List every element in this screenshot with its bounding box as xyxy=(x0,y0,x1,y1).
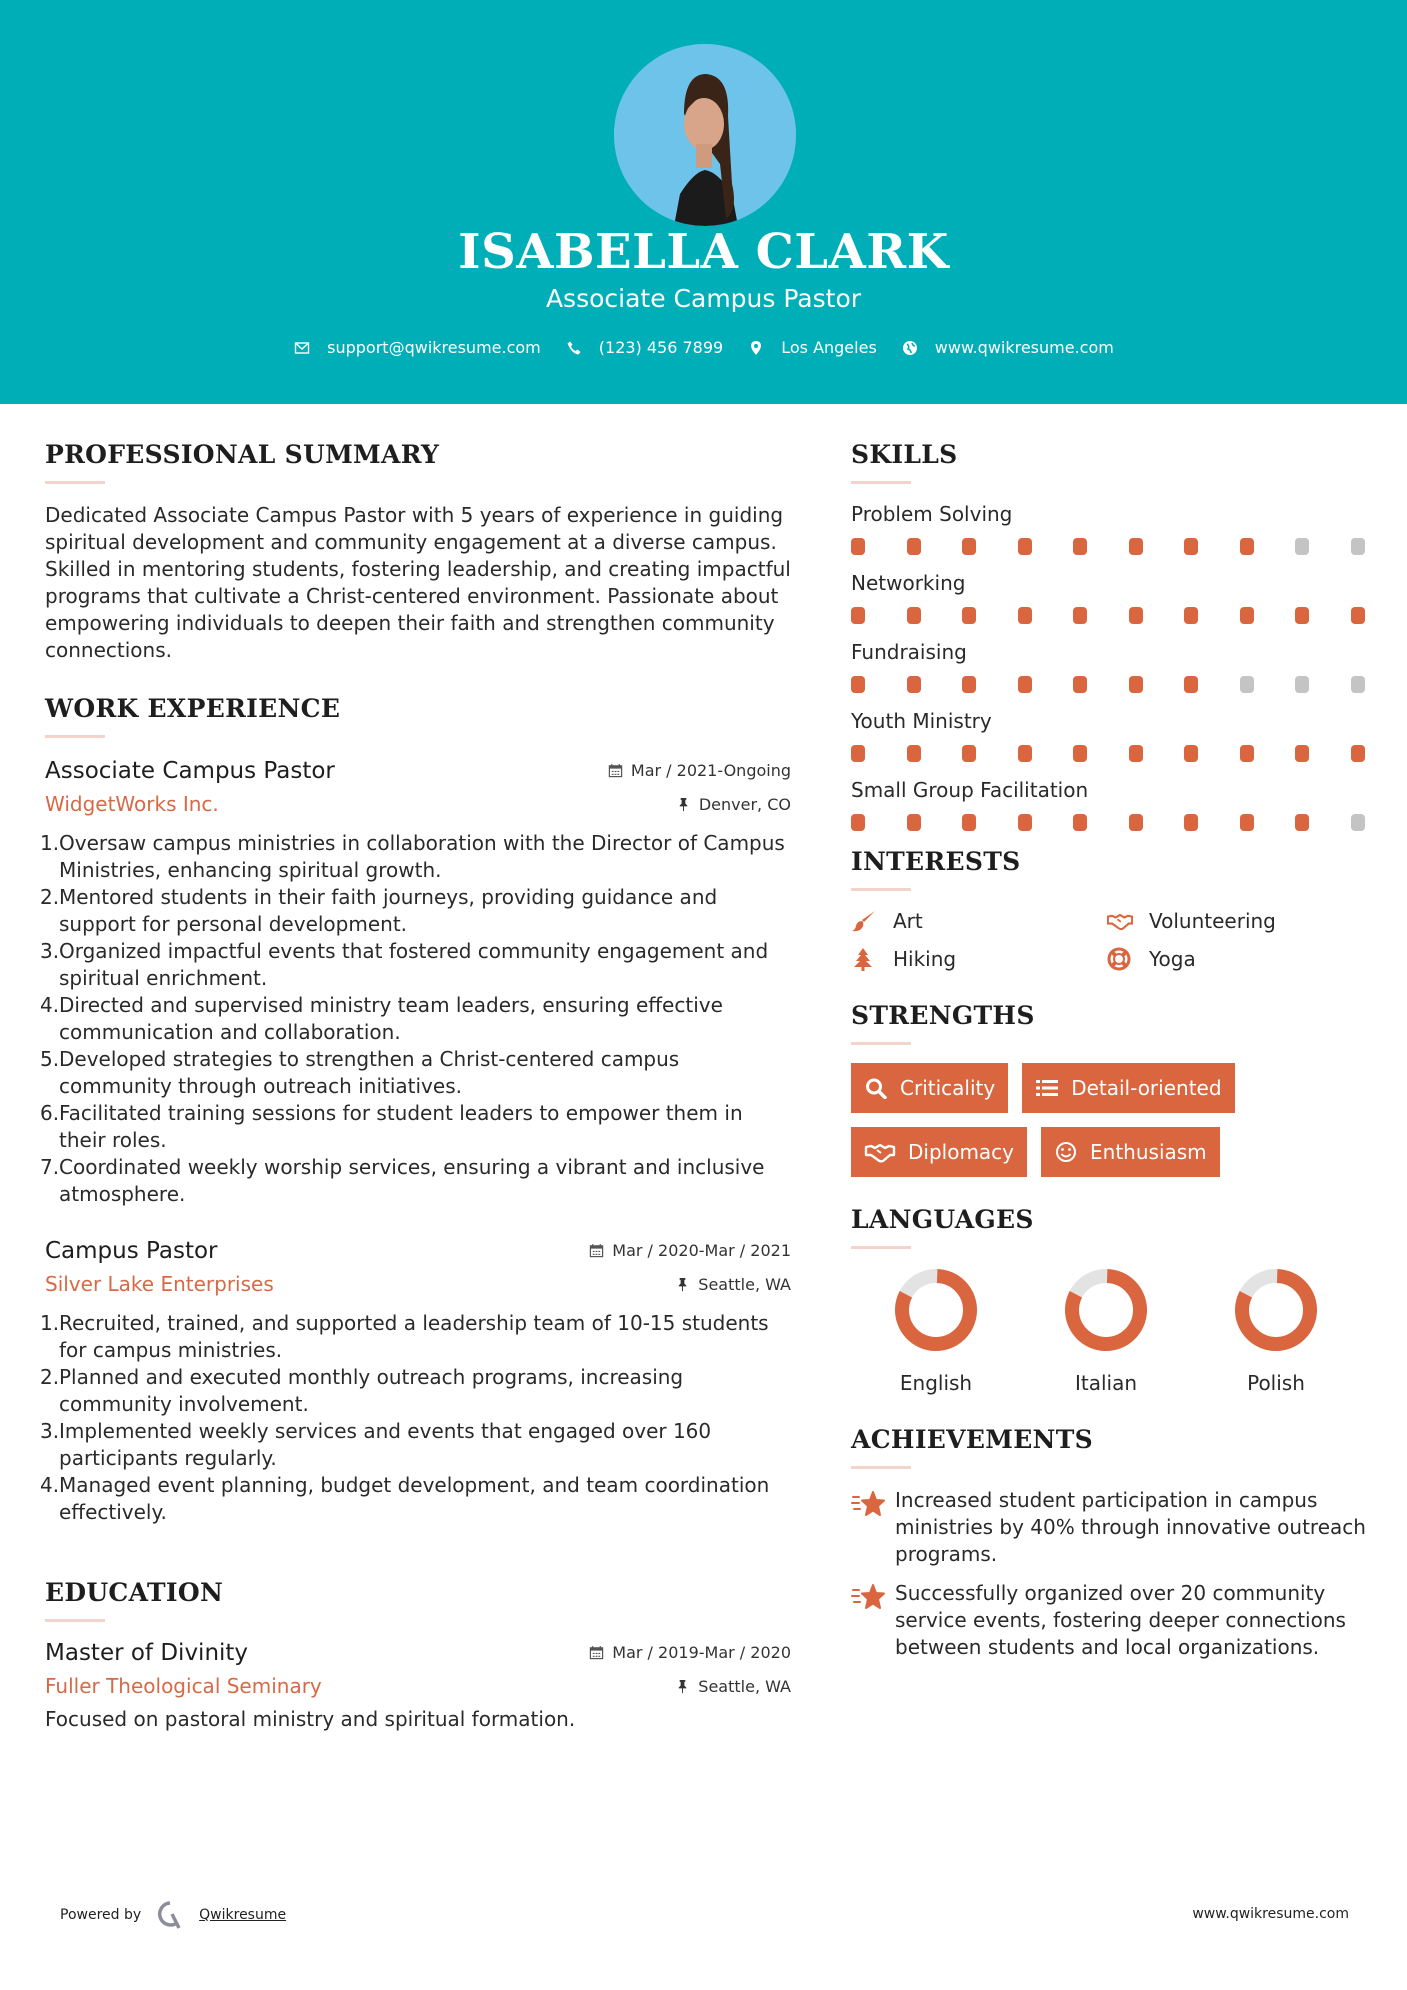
interest-item: Hiking xyxy=(851,947,1107,971)
section-title: LANGUAGES xyxy=(851,1205,1034,1234)
language-item xyxy=(1191,1267,1361,1395)
rating-dot xyxy=(1073,745,1087,762)
contact-phone[interactable] xyxy=(565,338,723,357)
avatar xyxy=(614,44,796,226)
bullet-item: 3. Organized impactful events that fostered community engagement and spiritual enrichment. xyxy=(40,939,769,990)
bullet-item: 1. Recruited, trained, and supported a leadership team of 10-15 students for campus ministries. xyxy=(40,1311,769,1362)
achievement-text: Successfully organized over 20 community service events, fostering deeper connections between students and local organizations. xyxy=(895,1581,1346,1659)
achievement-text: Increased student participation in campus ministries by 40% through innovative outreach programs. xyxy=(895,1488,1366,1566)
interest-item: Art xyxy=(851,909,1107,933)
lifering-icon xyxy=(1107,947,1133,971)
skill-rating xyxy=(851,538,1365,555)
skills-section xyxy=(851,440,1371,831)
rating-dot xyxy=(1184,538,1198,555)
skill-name: Networking xyxy=(851,571,966,595)
degree-name: Master of Divinity xyxy=(45,1640,249,1666)
language-name: English xyxy=(899,1371,973,1395)
bullet-item: 7. Coordinated weekly worship services, ensuring a vibrant and inclusive atmosphere. xyxy=(40,1155,765,1206)
language-name: Italian xyxy=(1074,1371,1138,1395)
footer-powered-by xyxy=(60,1900,286,1930)
strength-chip: Diplomacy xyxy=(851,1127,1027,1177)
section-title: SKILLS xyxy=(851,440,958,469)
education-location: Seattle, WA xyxy=(675,1677,791,1696)
rating-dot xyxy=(962,676,976,693)
contact-email[interactable] xyxy=(293,338,541,357)
rating-dot xyxy=(1073,607,1087,624)
skill-name: Fundraising xyxy=(851,640,967,664)
bullet-item: 4. Directed and supervised ministry team leaders, ensuring effective communication and collaboration. xyxy=(40,993,723,1044)
rating-dot xyxy=(907,538,921,555)
section-title: WORK EXPERIENCE xyxy=(45,694,341,723)
interests-grid xyxy=(851,909,1371,971)
achievement-item xyxy=(851,1580,1371,1661)
section-divider xyxy=(851,888,911,891)
rating-dot xyxy=(1295,607,1309,624)
rating-dot xyxy=(851,814,865,831)
paintbrush-icon xyxy=(851,909,877,933)
envelope-icon xyxy=(293,339,311,357)
shooting-star-icon xyxy=(851,1582,885,1612)
bullet-item: 3. Implemented weekly services and events that engaged over 160 participants regularly. xyxy=(40,1419,712,1470)
skill-rating xyxy=(851,745,1365,762)
phone-icon xyxy=(565,339,583,357)
job-bullets xyxy=(40,830,791,1208)
right-column xyxy=(851,440,1371,1673)
rating-dot xyxy=(1129,814,1143,831)
rating-dot xyxy=(1184,814,1198,831)
job-dates: Mar / 2020-Mar / 2021 xyxy=(589,1241,791,1260)
section-divider xyxy=(45,1619,105,1622)
rating-dot xyxy=(1351,538,1365,555)
rating-dot xyxy=(1295,814,1309,831)
rating-dot xyxy=(1184,607,1198,624)
rating-dot xyxy=(851,676,865,693)
education-entry xyxy=(45,1640,791,1733)
footer-website-link[interactable]: www.qwikresume.com xyxy=(1192,1906,1349,1922)
rating-dot xyxy=(907,745,921,762)
language-donut xyxy=(1233,1267,1319,1353)
skill-rating xyxy=(851,814,1365,831)
strength-chip: Detail-oriented xyxy=(1022,1063,1234,1113)
section-divider xyxy=(851,1042,911,1045)
job-bullets xyxy=(40,1310,791,1526)
globe-icon xyxy=(901,339,919,357)
contact-website[interactable] xyxy=(901,338,1114,357)
skill-name: Small Group Facilitation xyxy=(851,778,1089,802)
rating-dot xyxy=(1129,745,1143,762)
interests-section xyxy=(851,847,1371,971)
skills-list xyxy=(851,502,1371,831)
handshake-icon xyxy=(864,1141,896,1163)
section-divider xyxy=(851,481,911,484)
language-donut xyxy=(893,1267,979,1353)
rating-dot xyxy=(962,607,976,624)
languages-list xyxy=(851,1267,1371,1395)
rating-dot xyxy=(1295,538,1309,555)
summary-text: Dedicated Associate Campus Pastor with 5 years of experience in guiding spiritual development and community engagement at a diverse campus. Skilled in mentoring students, fostering leadership, and creating impactful programs that cultivate a Christ-centered environment. Passionate about empowering individuals to deepen their faith and strengthen community connections. xyxy=(45,503,791,662)
section-divider xyxy=(851,1466,911,1469)
company-name: Silver Lake Enterprises xyxy=(45,1272,274,1296)
header-band xyxy=(0,0,1407,404)
rating-dot xyxy=(1129,607,1143,624)
section-title: STRENGTHS xyxy=(851,1001,1035,1030)
job-role: Campus Pastor xyxy=(45,1238,218,1264)
bullet-item: 2. Planned and executed monthly outreach programs, increasing community involvement. xyxy=(40,1365,684,1416)
rating-dot xyxy=(851,538,865,555)
rating-dot xyxy=(907,676,921,693)
strengths-list xyxy=(851,1063,1371,1177)
bullet-item: 5. Developed strategies to strengthen a Christ-centered campus community through outreach initiatives. xyxy=(40,1047,680,1098)
rating-dot xyxy=(1073,676,1087,693)
contact-location xyxy=(747,338,877,357)
language-item xyxy=(851,1267,1021,1395)
experience-section xyxy=(40,694,791,1526)
skill-name: Youth Ministry xyxy=(851,709,992,733)
candidate-name: ISABELLA CLARK xyxy=(458,224,949,280)
section-title: ACHIEVEMENTS xyxy=(851,1425,1093,1454)
rating-dot xyxy=(1240,745,1254,762)
list-icon xyxy=(1035,1077,1059,1099)
rating-dot xyxy=(1073,538,1087,555)
bullet-item: 4. Managed event planning, budget development, and team coordination effectively. xyxy=(40,1473,770,1524)
pushpin-icon xyxy=(675,1679,690,1694)
rating-dot xyxy=(1295,676,1309,693)
section-title: PROFESSIONAL SUMMARY xyxy=(45,440,440,469)
qwikresume-logo-icon xyxy=(155,1900,185,1930)
contact-row xyxy=(0,338,1407,357)
company-name: WidgetWorks Inc. xyxy=(45,792,219,816)
rating-dot xyxy=(1351,814,1365,831)
interest-item: Volunteering xyxy=(1107,909,1363,933)
education-dates: Mar / 2019-Mar / 2020 xyxy=(589,1643,791,1662)
calendar-icon xyxy=(589,1645,604,1660)
rating-dot xyxy=(1018,745,1032,762)
rating-dot xyxy=(907,814,921,831)
contact-phone-text: (123) 456 7899 xyxy=(598,338,724,357)
tree-icon xyxy=(851,947,877,971)
rating-dot xyxy=(851,607,865,624)
bullet-item: 1. Oversaw campus ministries in collaboration with the Director of Campus Ministries, enhancing spiritual growth. xyxy=(40,831,785,882)
achievements-section xyxy=(851,1425,1371,1661)
rating-dot xyxy=(1184,676,1198,693)
job-location: Seattle, WA xyxy=(675,1275,791,1294)
rating-dot xyxy=(907,607,921,624)
skill-rating xyxy=(851,607,1365,624)
section-divider xyxy=(45,735,105,738)
job-entry xyxy=(40,1238,791,1526)
rating-dot xyxy=(1295,745,1309,762)
powered-by-label: Powered by xyxy=(60,1907,142,1923)
candidate-title: Associate Campus Pastor xyxy=(545,284,862,313)
search-icon xyxy=(864,1077,888,1099)
summary-section xyxy=(45,440,791,664)
pushpin-icon xyxy=(676,797,691,812)
profile-photo xyxy=(614,44,796,226)
rating-dot xyxy=(1184,745,1198,762)
smile-icon xyxy=(1054,1141,1078,1163)
language-item xyxy=(1021,1267,1191,1395)
language-name: Polish xyxy=(1247,1371,1305,1395)
languages-section xyxy=(851,1205,1371,1395)
rating-dot xyxy=(1018,676,1032,693)
qwikresume-link[interactable]: Qwikresume xyxy=(199,1907,287,1923)
rating-dot xyxy=(1018,607,1032,624)
rating-dot xyxy=(1129,538,1143,555)
rating-dot xyxy=(1351,607,1365,624)
job-role: Associate Campus Pastor xyxy=(45,758,335,784)
rating-dot xyxy=(851,745,865,762)
rating-dot xyxy=(1073,814,1087,831)
rating-dot xyxy=(1240,814,1254,831)
skill-rating xyxy=(851,676,1365,693)
education-section xyxy=(45,1578,791,1733)
section-title: EDUCATION xyxy=(45,1578,224,1607)
rating-dot xyxy=(1351,676,1365,693)
left-column xyxy=(40,440,791,1733)
job-dates: Mar / 2021-Ongoing xyxy=(608,761,791,780)
bullet-item: 2. Mentored students in their faith journeys, providing guidance and support for personal development. xyxy=(40,885,718,936)
achievement-item xyxy=(851,1487,1371,1568)
strength-chip: Criticality xyxy=(851,1063,1008,1113)
job-entry xyxy=(40,758,791,1208)
contact-location-text: Los Angeles xyxy=(781,338,877,357)
rating-dot xyxy=(1240,607,1254,624)
rating-dot xyxy=(962,538,976,555)
skill-name: Problem Solving xyxy=(851,502,1013,526)
calendar-icon xyxy=(608,763,623,778)
section-divider xyxy=(851,1246,911,1249)
rating-dot xyxy=(1351,745,1365,762)
rating-dot xyxy=(1240,676,1254,693)
handshake-icon xyxy=(1107,909,1133,933)
rating-dot xyxy=(1018,538,1032,555)
education-description: Focused on pastoral ministry and spiritual formation. xyxy=(45,1707,576,1731)
shooting-star-icon xyxy=(851,1489,885,1519)
rating-dot xyxy=(1240,538,1254,555)
section-divider xyxy=(45,481,105,484)
job-location: Denver, CO xyxy=(676,795,791,814)
contact-email-text: support@qwikresume.com xyxy=(327,338,541,357)
interest-item: Yoga xyxy=(1107,947,1363,971)
strengths-section xyxy=(851,1001,1371,1177)
contact-website-text: www.qwikresume.com xyxy=(934,338,1114,357)
pushpin-icon xyxy=(675,1277,690,1292)
calendar-icon xyxy=(589,1243,604,1258)
rating-dot xyxy=(1018,814,1032,831)
rating-dot xyxy=(1129,676,1143,693)
section-title: INTERESTS xyxy=(851,847,1021,876)
language-donut xyxy=(1063,1267,1149,1353)
rating-dot xyxy=(962,814,976,831)
strength-chip: Enthusiasm xyxy=(1041,1127,1220,1177)
map-pin-icon xyxy=(747,339,765,357)
bullet-item: 6. Facilitated training sessions for student leaders to empower them in their roles. xyxy=(40,1101,743,1152)
rating-dot xyxy=(962,745,976,762)
school-name: Fuller Theological Seminary xyxy=(45,1674,322,1698)
